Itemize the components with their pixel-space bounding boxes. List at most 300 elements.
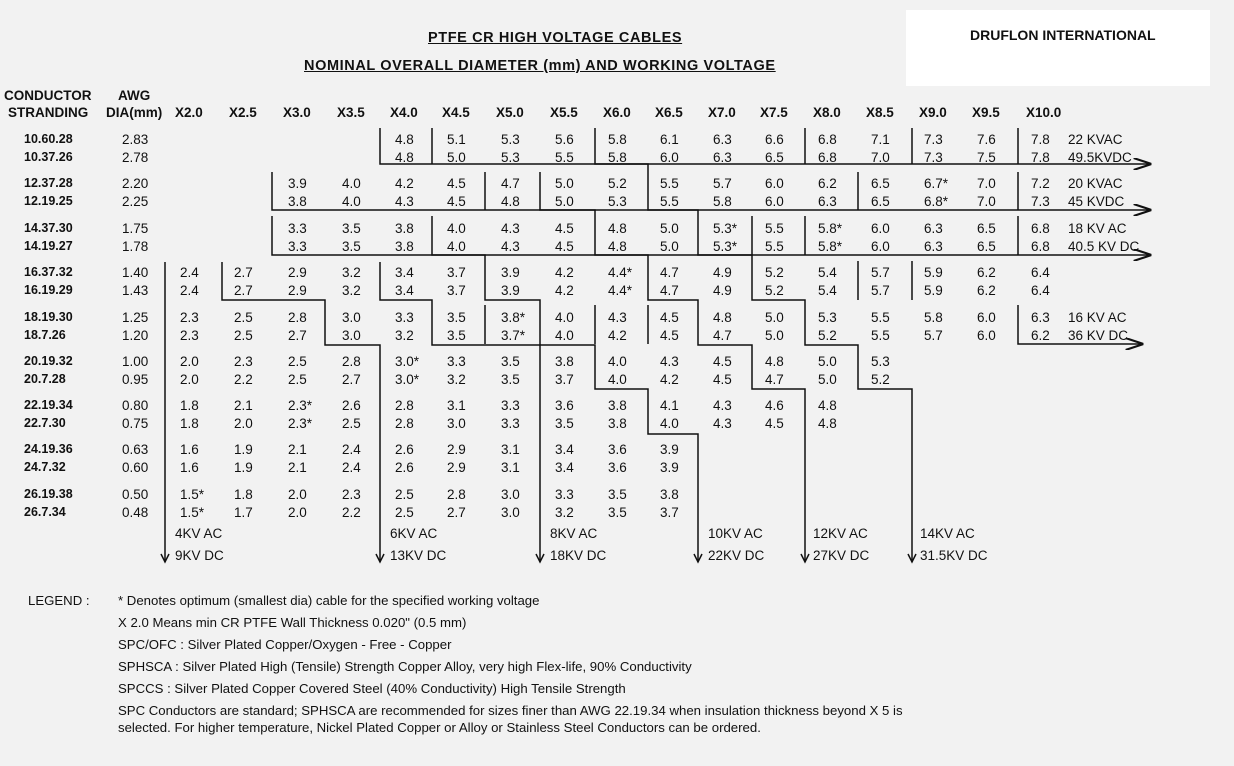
diameter-cell: 4.3 xyxy=(660,354,679,369)
diameter-cell: 6.0 xyxy=(765,176,784,191)
awg-dia: 2.25 xyxy=(122,194,149,209)
diameter-cell: 2.8 xyxy=(288,310,307,325)
right-rating-dc: 40.5 KV DC xyxy=(1068,239,1140,254)
diameter-cell: 2.7 xyxy=(342,372,361,387)
legend-line: SPC Conductors are standard; SPHSCA are recommended for sizes finer than AWG 22.19.34 when insulation thickness beyond X 5 is xyxy=(118,703,903,718)
wall-header-x7-5: X7.5 xyxy=(760,105,788,120)
conductor-stranding: 18.19.30 xyxy=(24,310,73,324)
conductor-stranding: 12.37.28 xyxy=(24,176,73,190)
diameter-cell: 2.4 xyxy=(180,265,199,280)
legend-line: selected. For higher temperature, Nickel Plated Copper or Alloy or Stainless Steel Conductors can be ordered. xyxy=(118,720,761,735)
legend-line: SPHSCA : Silver Plated High (Tensile) Strength Copper Alloy, very high Flex-life, 90% Conductivity xyxy=(118,659,692,674)
diameter-cell: 2.3 xyxy=(234,354,253,369)
boundary-10kv xyxy=(432,216,698,562)
diameter-cell: 6.0 xyxy=(871,221,890,236)
diameter-cell: 3.5 xyxy=(447,310,466,325)
diameter-cell: 6.4 xyxy=(1031,265,1050,280)
diameter-cell: 2.3* xyxy=(288,398,313,413)
diameter-cell: 5.9 xyxy=(924,265,943,280)
page-subtitle: NOMINAL OVERALL DIAMETER (mm) AND WORKING VOLTAGE xyxy=(304,58,776,74)
diameter-cell: 5.1 xyxy=(447,132,466,147)
diameter-cell: 2.0 xyxy=(288,505,307,520)
conductor-stranding: 20.7.28 xyxy=(24,372,66,386)
diameter-cell: 3.5 xyxy=(501,372,520,387)
wall-header-x6-5: X6.5 xyxy=(655,105,683,120)
diameter-cell: 4.2 xyxy=(395,176,414,191)
diameter-cell: 6.2 xyxy=(977,265,996,280)
diameter-cell: 3.6 xyxy=(555,398,574,413)
diameter-cell: 3.3 xyxy=(447,354,466,369)
awg-dia: 1.25 xyxy=(122,310,149,325)
bottom-rating-ac: 6KV AC xyxy=(390,526,438,541)
diameter-cell: 3.0 xyxy=(501,487,520,502)
diameter-cell: 3.2 xyxy=(342,265,361,280)
diameter-cell: 4.3 xyxy=(608,310,627,325)
bottom-rating-dc: 13KV DC xyxy=(390,548,447,563)
wall-header-x8-5: X8.5 xyxy=(866,105,894,120)
right-rating-dc: 36 KV DC xyxy=(1068,328,1129,343)
diameter-cell: 2.6 xyxy=(342,398,361,413)
diameter-cell: 5.7 xyxy=(924,328,943,343)
diameter-cell: 4.4* xyxy=(608,265,633,280)
diameter-cell: 7.0 xyxy=(871,150,890,165)
diameter-cell: 3.0 xyxy=(342,328,361,343)
diameter-cell: 6.5 xyxy=(871,194,890,209)
diameter-cell: 6.1 xyxy=(660,132,679,147)
right-rating-ac: 16 KV AC xyxy=(1068,310,1127,325)
diameter-cell: 3.2 xyxy=(555,505,574,520)
diameter-cell: 3.5 xyxy=(501,354,520,369)
diameter-cell: 1.9 xyxy=(234,442,253,457)
diameter-cell: 5.2 xyxy=(765,283,784,298)
conductor-stranding: 24.19.36 xyxy=(24,442,73,456)
diameter-cell: 2.8 xyxy=(395,398,414,413)
diameter-cell: 5.3* xyxy=(713,239,738,254)
legend-line: * Denotes optimum (smallest dia) cable for the specified working voltage xyxy=(118,593,540,608)
diameter-cell: 5.3 xyxy=(608,194,627,209)
diameter-cell: 2.9 xyxy=(447,460,466,475)
diameter-cell: 2.5 xyxy=(395,505,414,520)
diameter-cell: 6.3 xyxy=(818,194,837,209)
diameter-cell: 5.3 xyxy=(818,310,837,325)
diameter-cell: 4.7 xyxy=(713,328,732,343)
diameter-cell: 3.4 xyxy=(555,460,574,475)
diameter-cell: 5.0 xyxy=(765,310,784,325)
diameter-cell: 6.0 xyxy=(660,150,679,165)
diameter-cell: 3.9 xyxy=(660,442,679,457)
awg-dia: 2.83 xyxy=(122,132,149,147)
diameter-cell: 1.6 xyxy=(180,442,199,457)
diameter-cell: 3.8 xyxy=(608,398,627,413)
wall-header-x2-0: X2.0 xyxy=(175,105,203,120)
diameter-cell: 7.0 xyxy=(977,194,996,209)
diameter-cell: 3.0* xyxy=(395,372,420,387)
diameter-cell: 3.0* xyxy=(395,354,420,369)
diameter-cell: 6.2 xyxy=(1031,328,1050,343)
right-rating-dc: 45 KVDC xyxy=(1068,194,1125,209)
diameter-cell: 3.2 xyxy=(447,372,466,387)
bottom-rating-ac: 14KV AC xyxy=(920,526,975,541)
wall-header-x7-0: X7.0 xyxy=(708,105,736,120)
diameter-cell: 2.9 xyxy=(447,442,466,457)
wall-header-x2-5: X2.5 xyxy=(229,105,257,120)
diameter-cell: 4.9 xyxy=(713,265,732,280)
diameter-cell: 6.0 xyxy=(977,310,996,325)
diameter-cell: 3.7 xyxy=(447,265,466,280)
diameter-cell: 2.9 xyxy=(288,283,307,298)
diameter-cell: 3.5 xyxy=(608,487,627,502)
diameter-cell: 5.5 xyxy=(660,194,679,209)
diameter-cell: 6.8 xyxy=(818,132,837,147)
diameter-cell: 2.7 xyxy=(234,265,253,280)
diameter-cell: 5.7 xyxy=(713,176,732,191)
diameter-cell: 6.5 xyxy=(871,176,890,191)
diameter-cell: 2.8 xyxy=(395,416,414,431)
diameter-cell: 3.4 xyxy=(395,283,414,298)
diameter-cell: 2.4 xyxy=(342,442,361,457)
diameter-cell: 2.5 xyxy=(234,328,253,343)
diameter-cell: 2.1 xyxy=(288,442,307,457)
diameter-cell: 4.5 xyxy=(555,239,574,254)
awg-dia: 0.48 xyxy=(122,505,149,520)
conductor-stranding: 22.19.34 xyxy=(24,398,73,412)
diameter-cell: 4.5 xyxy=(555,221,574,236)
diameter-cell: 5.4 xyxy=(818,265,837,280)
diameter-cell: 7.3 xyxy=(924,132,943,147)
diameter-cell: 4.0 xyxy=(555,328,574,343)
page-title: PTFE CR HIGH VOLTAGE CABLES xyxy=(428,30,683,46)
diameter-cell: 3.3 xyxy=(501,416,520,431)
diameter-cell: 6.2 xyxy=(818,176,837,191)
diameter-cell: 5.0 xyxy=(765,328,784,343)
diameter-cell: 5.8 xyxy=(924,310,943,325)
diameter-cell: 5.3 xyxy=(501,132,520,147)
diameter-cell: 3.8 xyxy=(555,354,574,369)
diameter-cell: 2.1 xyxy=(234,398,253,413)
diameter-cell: 2.9 xyxy=(288,265,307,280)
wall-header-x8-0: X8.0 xyxy=(813,105,841,120)
diameter-cell: 4.0 xyxy=(660,416,679,431)
awg-dia: 1.20 xyxy=(122,328,149,343)
awg-dia: 2.78 xyxy=(122,150,149,165)
diameter-cell: 3.8 xyxy=(608,416,627,431)
diameter-cell: 4.5 xyxy=(660,328,679,343)
wall-header-x4-0: X4.0 xyxy=(390,105,418,120)
diameter-cell: 5.8* xyxy=(818,239,843,254)
diameter-cell: 4.1 xyxy=(660,398,679,413)
diameter-cell: 5.5 xyxy=(871,328,890,343)
right-rating-ac: 18 KV AC xyxy=(1068,221,1127,236)
diameter-cell: 4.3 xyxy=(713,416,732,431)
diameter-cell: 4.8 xyxy=(818,416,837,431)
diameter-cell: 4.8 xyxy=(765,354,784,369)
diameter-cell: 3.4 xyxy=(555,442,574,457)
diameter-cell: 4.9 xyxy=(713,283,732,298)
diameter-cell: 2.4 xyxy=(180,283,199,298)
diameter-cell: 4.2 xyxy=(555,265,574,280)
header-conductor-1: CONDUCTOR xyxy=(4,88,92,103)
diameter-cell: 6.3 xyxy=(924,239,943,254)
diameter-cell: 4.7 xyxy=(765,372,784,387)
diameter-cell: 7.2 xyxy=(1031,176,1050,191)
diameter-cell: 5.8 xyxy=(713,194,732,209)
diameter-cell: 6.6 xyxy=(765,132,784,147)
diameter-cell: 5.0 xyxy=(660,221,679,236)
diameter-cell: 7.3 xyxy=(924,150,943,165)
conductor-stranding: 14.19.27 xyxy=(24,239,73,253)
diameter-cell: 4.0 xyxy=(342,194,361,209)
conductor-stranding: 16.19.29 xyxy=(24,283,73,297)
diameter-cell: 5.5 xyxy=(765,239,784,254)
diameter-cell: 2.6 xyxy=(395,460,414,475)
diameter-cell: 2.0 xyxy=(180,372,199,387)
wall-header-x9-5: X9.5 xyxy=(972,105,1000,120)
conductor-stranding: 22.7.30 xyxy=(24,416,66,430)
diameter-cell: 5.3 xyxy=(501,150,520,165)
diameter-cell: 5.6 xyxy=(555,132,574,147)
diameter-cell: 2.7 xyxy=(234,283,253,298)
diameter-cell: 3.8* xyxy=(501,310,526,325)
boundary-6kv xyxy=(222,262,380,562)
bottom-rating-dc: 18KV DC xyxy=(550,548,607,563)
diameter-cell: 2.3* xyxy=(288,416,313,431)
bottom-rating-ac: 4KV AC xyxy=(175,526,223,541)
diameter-cell: 5.0 xyxy=(818,372,837,387)
diameter-cell: 3.1 xyxy=(501,442,520,457)
diameter-cell: 3.3 xyxy=(395,310,414,325)
awg-dia: 0.75 xyxy=(122,416,149,431)
diameter-cell: 5.2 xyxy=(608,176,627,191)
diameter-cell: 3.3 xyxy=(288,239,307,254)
conductor-stranding: 26.19.38 xyxy=(24,487,73,501)
awg-dia: 1.75 xyxy=(122,221,149,236)
awg-dia: 0.80 xyxy=(122,398,149,413)
wall-header-x6-0: X6.0 xyxy=(603,105,631,120)
diameter-cell: 2.2 xyxy=(234,372,253,387)
conductor-stranding: 18.7.26 xyxy=(24,328,66,342)
header-conductor-2: STRANDING xyxy=(8,105,89,120)
diameter-cell: 3.7 xyxy=(447,283,466,298)
diameter-cell: 6.8* xyxy=(924,194,949,209)
diameter-cell: 5.5 xyxy=(765,221,784,236)
diameter-cell: 1.7 xyxy=(234,505,253,520)
diameter-cell: 5.5 xyxy=(871,310,890,325)
diameter-cell: 4.6 xyxy=(765,398,784,413)
diameter-cell: 2.0 xyxy=(234,416,253,431)
conductor-stranding: 16.37.32 xyxy=(24,265,73,279)
bottom-rating-dc: 27KV DC xyxy=(813,548,870,563)
diameter-cell: 3.3 xyxy=(288,221,307,236)
diameter-cell: 6.8 xyxy=(818,150,837,165)
diameter-cell: 3.4 xyxy=(395,265,414,280)
right-rating-ac: 20 KVAC xyxy=(1068,176,1123,191)
awg-dia: 0.63 xyxy=(122,442,149,457)
diameter-cell: 2.5 xyxy=(234,310,253,325)
diameter-cell: 4.7 xyxy=(660,283,679,298)
bottom-rating-dc: 22KV DC xyxy=(708,548,765,563)
diameter-cell: 3.8 xyxy=(660,487,679,502)
awg-dia: 1.40 xyxy=(122,265,149,280)
diameter-cell: 3.1 xyxy=(447,398,466,413)
diameter-cell: 4.8 xyxy=(608,239,627,254)
diameter-cell: 2.8 xyxy=(342,354,361,369)
diameter-cell: 6.0 xyxy=(765,194,784,209)
diameter-cell: 3.1 xyxy=(501,460,520,475)
diameter-cell: 1.5* xyxy=(180,505,205,520)
awg-dia: 0.95 xyxy=(122,372,149,387)
right-rating-dc: 49.5KVDC xyxy=(1068,150,1132,165)
diameter-cell: 4.0 xyxy=(447,239,466,254)
legend-label: LEGEND : xyxy=(28,593,90,608)
diameter-cell: 2.3 xyxy=(180,328,199,343)
diameter-cell: 7.1 xyxy=(871,132,890,147)
diameter-cell: 4.5 xyxy=(713,354,732,369)
diameter-cell: 6.3 xyxy=(713,132,732,147)
diameter-cell: 3.9 xyxy=(501,265,520,280)
legend-line: SPC/OFC : Silver Plated Copper/Oxygen - Free - Copper xyxy=(118,637,452,652)
diameter-cell: 3.6 xyxy=(608,442,627,457)
bottom-rating-dc: 31.5KV DC xyxy=(920,548,988,563)
diameter-cell: 3.7* xyxy=(501,328,526,343)
diameter-cell: 4.2 xyxy=(660,372,679,387)
diameter-cell: 4.0 xyxy=(447,221,466,236)
awg-dia: 1.78 xyxy=(122,239,149,254)
diameter-cell: 4.3 xyxy=(501,239,520,254)
diameter-cell: 5.5 xyxy=(555,150,574,165)
diameter-cell: 1.8 xyxy=(234,487,253,502)
wall-header-x4-5: X4.5 xyxy=(442,105,470,120)
diameter-cell: 3.8 xyxy=(288,194,307,209)
diameter-cell: 2.5 xyxy=(288,372,307,387)
diameter-cell: 4.3 xyxy=(713,398,732,413)
diameter-cell: 6.3 xyxy=(1031,310,1050,325)
diameter-cell: 7.6 xyxy=(977,132,996,147)
diameter-cell: 5.8 xyxy=(608,132,627,147)
diameter-cell: 6.3 xyxy=(713,150,732,165)
diameter-cell: 3.0 xyxy=(501,505,520,520)
diameter-cell: 7.5 xyxy=(977,150,996,165)
diameter-cell: 7.8 xyxy=(1031,132,1050,147)
diameter-cell: 4.4* xyxy=(608,283,633,298)
diameter-cell: 3.5 xyxy=(447,328,466,343)
diameter-cell: 5.3 xyxy=(871,354,890,369)
diameter-cell: 2.1 xyxy=(288,460,307,475)
diameter-cell: 4.0 xyxy=(342,176,361,191)
diameter-cell: 3.7 xyxy=(555,372,574,387)
diameter-cell: 5.2 xyxy=(765,265,784,280)
diameter-cell: 5.0 xyxy=(447,150,466,165)
diameter-cell: 3.3 xyxy=(501,398,520,413)
diameter-cell: 5.0 xyxy=(555,176,574,191)
diameter-cell: 3.5 xyxy=(608,505,627,520)
diameter-cell: 4.8 xyxy=(395,132,414,147)
conductor-stranding: 10.37.26 xyxy=(24,150,73,164)
diameter-cell: 4.8 xyxy=(818,398,837,413)
diameter-cell: 4.2 xyxy=(555,283,574,298)
diameter-cell: 6.5 xyxy=(765,150,784,165)
diameter-cell: 3.5 xyxy=(342,239,361,254)
diameter-cell: 4.5 xyxy=(660,310,679,325)
diameter-cell: 6.7* xyxy=(924,176,949,191)
diameter-cell: 4.3 xyxy=(501,221,520,236)
conductor-stranding: 12.19.25 xyxy=(24,194,73,208)
diameter-cell: 4.8 xyxy=(501,194,520,209)
diameter-cell: 4.8 xyxy=(608,221,627,236)
diameter-cell: 2.0 xyxy=(288,487,307,502)
bottom-rating-ac: 8KV AC xyxy=(550,526,598,541)
diameter-cell: 2.6 xyxy=(395,442,414,457)
diameter-cell: 4.0 xyxy=(555,310,574,325)
diameter-cell: 2.2 xyxy=(342,505,361,520)
diameter-cell: 3.0 xyxy=(342,310,361,325)
header-awg-1: AWG xyxy=(118,88,151,103)
conductor-stranding: 24.7.32 xyxy=(24,460,66,474)
diameter-cell: 6.5 xyxy=(977,239,996,254)
awg-dia: 0.50 xyxy=(122,487,149,502)
bottom-rating-ac: 10KV AC xyxy=(708,526,763,541)
diameter-cell: 2.5 xyxy=(288,354,307,369)
diameter-cell: 4.2 xyxy=(608,328,627,343)
diameter-cell: 4.7 xyxy=(501,176,520,191)
diameter-cell: 5.7 xyxy=(871,283,890,298)
diameter-cell: 5.8 xyxy=(608,150,627,165)
diameter-cell: 4.5 xyxy=(713,372,732,387)
diameter-cell: 7.8 xyxy=(1031,150,1050,165)
boundary-8kv xyxy=(380,262,540,562)
diameter-cell: 5.7 xyxy=(871,265,890,280)
diameter-cell: 4.5 xyxy=(447,194,466,209)
diameter-cell: 3.2 xyxy=(342,283,361,298)
diameter-cell: 6.5 xyxy=(977,221,996,236)
diameter-cell: 5.8* xyxy=(818,221,843,236)
conductor-stranding: 26.7.34 xyxy=(24,505,66,519)
bottom-rating-dc: 9KV DC xyxy=(175,548,224,563)
diameter-cell: 3.6 xyxy=(608,460,627,475)
header-awg-2: DIA(mm) xyxy=(106,105,163,120)
diameter-cell: 2.3 xyxy=(342,487,361,502)
diameter-cell: 3.0 xyxy=(447,416,466,431)
wall-header-x10-0: X10.0 xyxy=(1026,105,1062,120)
diameter-cell: 1.5* xyxy=(180,487,205,502)
diameter-cell: 7.0 xyxy=(977,176,996,191)
diameter-cell: 3.8 xyxy=(395,239,414,254)
diameter-cell: 3.3 xyxy=(555,487,574,502)
wall-header-x5-5: X5.5 xyxy=(550,105,578,120)
diameter-cell: 4.8 xyxy=(395,150,414,165)
diameter-cell: 5.3* xyxy=(713,221,738,236)
diameter-cell: 3.5 xyxy=(555,416,574,431)
wall-header-x5-0: X5.0 xyxy=(496,105,524,120)
boundary-22kv xyxy=(380,128,1150,164)
conductor-stranding: 20.19.32 xyxy=(24,354,73,368)
diameter-cell: 2.8 xyxy=(447,487,466,502)
diameter-cell: 3.8 xyxy=(395,221,414,236)
diameter-cell: 2.4 xyxy=(342,460,361,475)
legend-line: X 2.0 Means min CR PTFE Wall Thickness 0.020" (0.5 mm) xyxy=(118,615,467,630)
diameter-cell: 5.9 xyxy=(924,283,943,298)
diameter-cell: 4.7 xyxy=(660,265,679,280)
awg-dia: 2.20 xyxy=(122,176,149,191)
diameter-cell: 5.5 xyxy=(660,176,679,191)
diameter-cell: 4.5 xyxy=(765,416,784,431)
diameter-cell: 1.9 xyxy=(234,460,253,475)
diameter-cell: 7.3 xyxy=(1031,194,1050,209)
diameter-cell: 4.8 xyxy=(713,310,732,325)
diameter-cell: 1.8 xyxy=(180,416,199,431)
awg-dia: 1.00 xyxy=(122,354,149,369)
diameter-cell: 4.0 xyxy=(608,372,627,387)
diameter-cell: 2.7 xyxy=(447,505,466,520)
